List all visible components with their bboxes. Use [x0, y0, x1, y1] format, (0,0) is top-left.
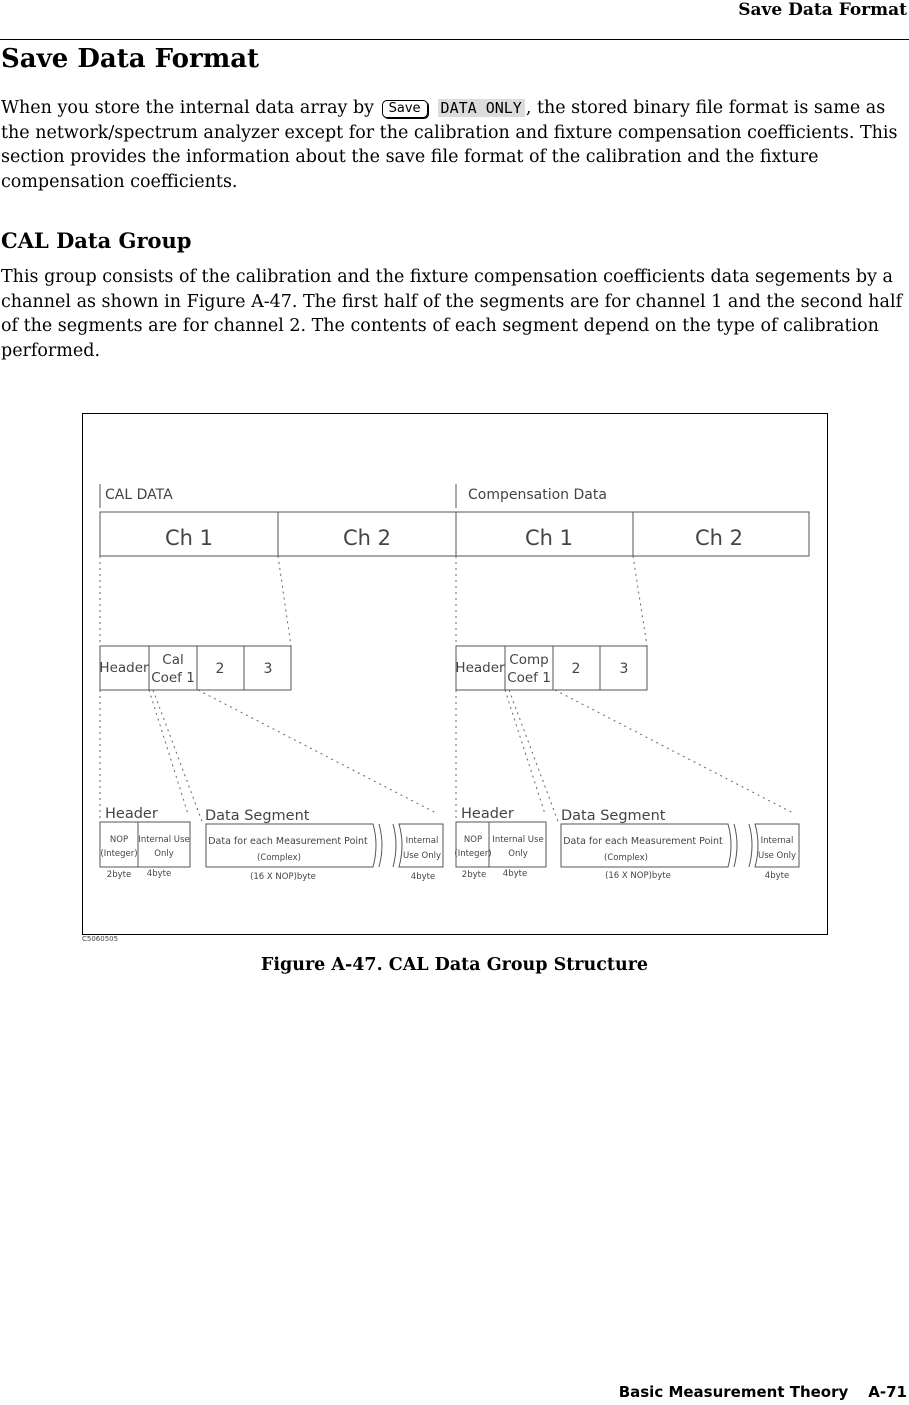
- nop-label: (Integer): [454, 849, 492, 859]
- nop-label: NOP: [463, 835, 483, 845]
- internal-use-label: Internal Use: [138, 835, 190, 845]
- figure-caption: Figure A-47. CAL Data Group Structure: [260, 955, 649, 975]
- size-label: (16 X NOP)byte: [605, 871, 671, 881]
- data-only-softkey: DATA ONLY: [438, 99, 525, 117]
- subsection-title: CAL Data Group: [1, 228, 192, 253]
- running-head: Save Data Format: [738, 0, 907, 20]
- comp-coef-label: Coef 1: [507, 670, 551, 686]
- nop-label: (Integer): [100, 849, 138, 859]
- comp-coef-label: Comp: [509, 652, 549, 668]
- size-label: 4byte: [764, 871, 790, 881]
- complex-label: (Complex): [257, 853, 301, 863]
- comp-seg-3: 3: [619, 661, 629, 677]
- intro-text-end: , the stored binary file format is same as the network/spectrum analyzer except for the calibration and fixture compensation coefficients. This section provides the information about the save file format of the calibration and the fixture compensation coefficients.: [1, 98, 898, 192]
- internal-label: Internal: [405, 836, 439, 846]
- cal-header-label: Header: [99, 660, 149, 676]
- data-point-label: Data for each Measurement Point: [208, 836, 368, 847]
- detail-data-title: Data Segment: [205, 808, 310, 824]
- cal-data-group-figure: [82, 413, 828, 943]
- page-number: A-71: [868, 1383, 907, 1401]
- save-hardkey: Save: [382, 100, 428, 118]
- complex-label: (Complex): [604, 853, 648, 863]
- cal-coef-label: Cal: [162, 652, 184, 668]
- intro-paragraph: [1, 96, 906, 194]
- comp-seg-2: 2: [571, 661, 581, 677]
- channel-label: Ch 2: [694, 526, 744, 550]
- cal-seg-3: 3: [263, 661, 273, 677]
- size-label: 4byte: [410, 872, 436, 882]
- cal-data-label: CAL DATA: [105, 487, 173, 503]
- internal-label: Use Only: [757, 851, 797, 861]
- internal-use-label: Only: [508, 849, 528, 859]
- internal-use-label: Only: [154, 849, 174, 859]
- footer-section: Basic Measurement Theory: [618, 1383, 849, 1401]
- page-footer: [619, 1383, 907, 1401]
- internal-label: Use Only: [402, 851, 442, 861]
- nop-label: NOP: [109, 835, 129, 845]
- body-paragraph: This group consists of the calibration and the fixture compensation coefficients data segements by a channel as shown in Figure A-47. The first half of the segments are for channel 1 and the second half of the segments are for channel 2. The contents of each segment depend on the type of calibration performed.: [1, 267, 903, 361]
- cal-seg-2: 2: [215, 661, 225, 677]
- detail-header-title: Header: [461, 806, 514, 822]
- size-label: (16 X NOP)byte: [250, 872, 316, 882]
- channel-label: Ch 1: [524, 526, 574, 550]
- cal-coef-label: Coef 1: [151, 670, 195, 686]
- structure-diagram: [82, 414, 827, 943]
- internal-use-label: Internal Use: [492, 835, 544, 845]
- detail-data-title: Data Segment: [561, 808, 666, 824]
- size-label: 2byte: [106, 870, 132, 880]
- size-label: 4byte: [502, 869, 528, 879]
- channel-label: Ch 2: [342, 526, 392, 550]
- compensation-data-label: Compensation Data: [468, 487, 607, 503]
- channel-label: Ch 1: [164, 526, 214, 550]
- header-rule: [0, 39, 909, 40]
- comp-header-label: Header: [455, 660, 505, 676]
- figure-code: C5060505: [82, 935, 119, 943]
- intro-text-start: When you store the internal data array by: [1, 98, 375, 118]
- section-title: Save Data Format: [1, 44, 260, 74]
- data-point-label: Data for each Measurement Point: [563, 836, 723, 847]
- size-label: 2byte: [461, 870, 487, 880]
- internal-label: Internal: [760, 836, 794, 846]
- detail-header-title: Header: [105, 806, 158, 822]
- size-label: 4byte: [146, 869, 172, 879]
